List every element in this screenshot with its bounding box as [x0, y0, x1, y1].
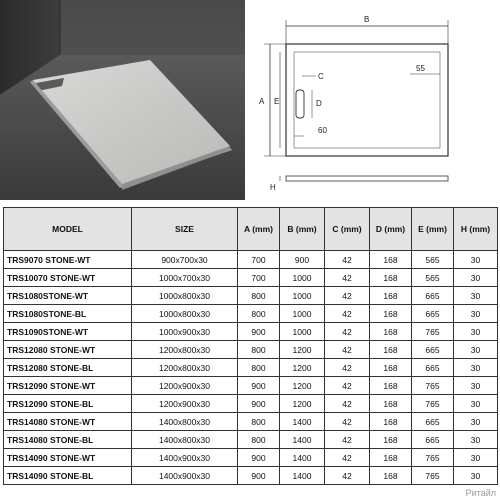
table-cell: 1400x800x30 — [132, 413, 238, 431]
table-cell: 665 — [412, 431, 454, 449]
table-cell: 168 — [370, 323, 412, 341]
label-55: 55 — [416, 64, 425, 73]
table-cell: 1200x900x30 — [132, 395, 238, 413]
model-cell: TRS1090STONE-WT — [4, 323, 132, 341]
table-cell: 30 — [454, 395, 498, 413]
table-cell: 800 — [238, 359, 280, 377]
table-cell: 900 — [238, 449, 280, 467]
shower-tray-image — [0, 0, 245, 200]
table-cell: 765 — [412, 449, 454, 467]
table-row — [4, 413, 498, 431]
label-b: B — [364, 15, 370, 24]
table-cell: 42 — [325, 323, 370, 341]
table-cell: 700 — [238, 269, 280, 287]
table-cell: 665 — [412, 413, 454, 431]
spec-table — [3, 207, 498, 485]
column-header: MODEL — [4, 208, 132, 251]
table-cell: 42 — [325, 413, 370, 431]
table-cell: 1000x800x30 — [132, 287, 238, 305]
table-row — [4, 449, 498, 467]
table-cell: 1200 — [280, 359, 325, 377]
column-header: D (mm) — [370, 208, 412, 251]
table-cell: 168 — [370, 305, 412, 323]
table-cell: 1400 — [280, 449, 325, 467]
table-row — [4, 251, 498, 269]
table-cell: 42 — [325, 341, 370, 359]
dimension-diagram — [250, 0, 500, 200]
table-cell: 42 — [325, 467, 370, 485]
label-a: A — [259, 97, 265, 106]
table-cell: 30 — [454, 377, 498, 395]
table-cell: 30 — [454, 467, 498, 485]
table-cell: 30 — [454, 359, 498, 377]
table-cell: 1000x900x30 — [132, 323, 238, 341]
table-cell: 168 — [370, 449, 412, 467]
table-cell: 42 — [325, 395, 370, 413]
table-row — [4, 377, 498, 395]
table-cell: 1200x800x30 — [132, 341, 238, 359]
model-cell: TRS1080STONE-WT — [4, 287, 132, 305]
table-cell: 665 — [412, 305, 454, 323]
label-e: E — [274, 97, 280, 106]
table-cell: 1000 — [280, 287, 325, 305]
table-cell: 1200x800x30 — [132, 359, 238, 377]
table-cell: 1000 — [280, 323, 325, 341]
table-cell: 1400x900x30 — [132, 467, 238, 485]
table-cell: 900 — [280, 251, 325, 269]
table-row — [4, 269, 498, 287]
model-cell: TRS14090 STONE-WT — [4, 449, 132, 467]
label-c: C — [318, 72, 324, 81]
table-cell: 900 — [238, 377, 280, 395]
table-cell: 30 — [454, 413, 498, 431]
model-cell: TRS12080 STONE-WT — [4, 341, 132, 359]
column-header: A (mm) — [238, 208, 280, 251]
table-cell: 900 — [238, 467, 280, 485]
table-cell: 800 — [238, 413, 280, 431]
label-d: D — [316, 99, 322, 108]
watermark: Ритайл — [465, 488, 496, 498]
table-cell: 168 — [370, 431, 412, 449]
table-cell: 42 — [325, 359, 370, 377]
model-cell: TRS10070 STONE-WT — [4, 269, 132, 287]
table-cell: 765 — [412, 395, 454, 413]
table-row — [4, 467, 498, 485]
table-cell: 565 — [412, 269, 454, 287]
column-header: B (mm) — [280, 208, 325, 251]
column-header: E (mm) — [412, 208, 454, 251]
table-cell: 42 — [325, 287, 370, 305]
table-cell: 30 — [454, 269, 498, 287]
table-cell: 168 — [370, 359, 412, 377]
model-cell: TRS12090 STONE-WT — [4, 377, 132, 395]
table-cell: 565 — [412, 251, 454, 269]
model-cell: TRS12080 STONE-BL — [4, 359, 132, 377]
table-cell: 665 — [412, 359, 454, 377]
table-cell: 665 — [412, 287, 454, 305]
table-row — [4, 395, 498, 413]
column-header: SIZE — [132, 208, 238, 251]
table-cell: 30 — [454, 323, 498, 341]
table-cell: 1000x700x30 — [132, 269, 238, 287]
table-cell: 800 — [238, 431, 280, 449]
table-cell: 168 — [370, 251, 412, 269]
table-cell: 30 — [454, 287, 498, 305]
table-cell: 1400x900x30 — [132, 449, 238, 467]
table-cell: 30 — [454, 251, 498, 269]
table-cell: 42 — [325, 251, 370, 269]
table-cell: 168 — [370, 413, 412, 431]
table-row — [4, 431, 498, 449]
table-cell: 30 — [454, 305, 498, 323]
column-header: H (mm) — [454, 208, 498, 251]
table-cell: 1000x800x30 — [132, 305, 238, 323]
column-header: C (mm) — [325, 208, 370, 251]
tray-outline — [286, 44, 448, 156]
table-cell: 1200 — [280, 395, 325, 413]
table-cell: 168 — [370, 269, 412, 287]
table-cell: 665 — [412, 341, 454, 359]
table-row — [4, 323, 498, 341]
table-cell: 168 — [370, 287, 412, 305]
tray-side-profile — [286, 176, 448, 181]
table-cell: 42 — [325, 449, 370, 467]
model-cell: TRS12090 STONE-BL — [4, 395, 132, 413]
table-cell: 800 — [238, 341, 280, 359]
label-h: H — [270, 183, 276, 192]
table-cell: 1400x800x30 — [132, 431, 238, 449]
table-cell: 765 — [412, 467, 454, 485]
table-header-row — [4, 208, 498, 251]
table-cell: 765 — [412, 323, 454, 341]
table-cell: 1200x900x30 — [132, 377, 238, 395]
table-cell: 900 — [238, 323, 280, 341]
table-cell: 42 — [325, 305, 370, 323]
table-cell: 42 — [325, 269, 370, 287]
table-cell: 765 — [412, 377, 454, 395]
table-cell: 1400 — [280, 467, 325, 485]
model-cell: TRS14080 STONE-BL — [4, 431, 132, 449]
label-60: 60 — [318, 126, 327, 135]
table-cell: 800 — [238, 287, 280, 305]
tray-dimension-drawing — [250, 0, 500, 200]
table-cell: 42 — [325, 431, 370, 449]
table-cell: 168 — [370, 395, 412, 413]
table-cell: 1200 — [280, 341, 325, 359]
table-cell: 168 — [370, 341, 412, 359]
table-cell: 900 — [238, 395, 280, 413]
table-cell: 800 — [238, 305, 280, 323]
table-cell: 42 — [325, 377, 370, 395]
table-row — [4, 305, 498, 323]
model-cell: TRS14080 STONE-WT — [4, 413, 132, 431]
table-row — [4, 341, 498, 359]
drain-channel — [296, 90, 304, 118]
model-cell: TRS1080STONE-BL — [4, 305, 132, 323]
table-row — [4, 287, 498, 305]
model-cell: TRS14090 STONE-BL — [4, 467, 132, 485]
table-row — [4, 359, 498, 377]
table-cell: 700 — [238, 251, 280, 269]
table-cell: 1000 — [280, 269, 325, 287]
table-cell: 1200 — [280, 377, 325, 395]
table-cell: 168 — [370, 467, 412, 485]
table-cell: 30 — [454, 431, 498, 449]
table-cell: 30 — [454, 449, 498, 467]
table-cell: 168 — [370, 377, 412, 395]
model-cell: TRS9070 STONE-WT — [4, 251, 132, 269]
table-cell: 1000 — [280, 305, 325, 323]
product-photo — [0, 0, 245, 200]
table-cell: 900x700x30 — [132, 251, 238, 269]
table-cell: 1400 — [280, 431, 325, 449]
table-cell: 30 — [454, 341, 498, 359]
table-cell: 1400 — [280, 413, 325, 431]
